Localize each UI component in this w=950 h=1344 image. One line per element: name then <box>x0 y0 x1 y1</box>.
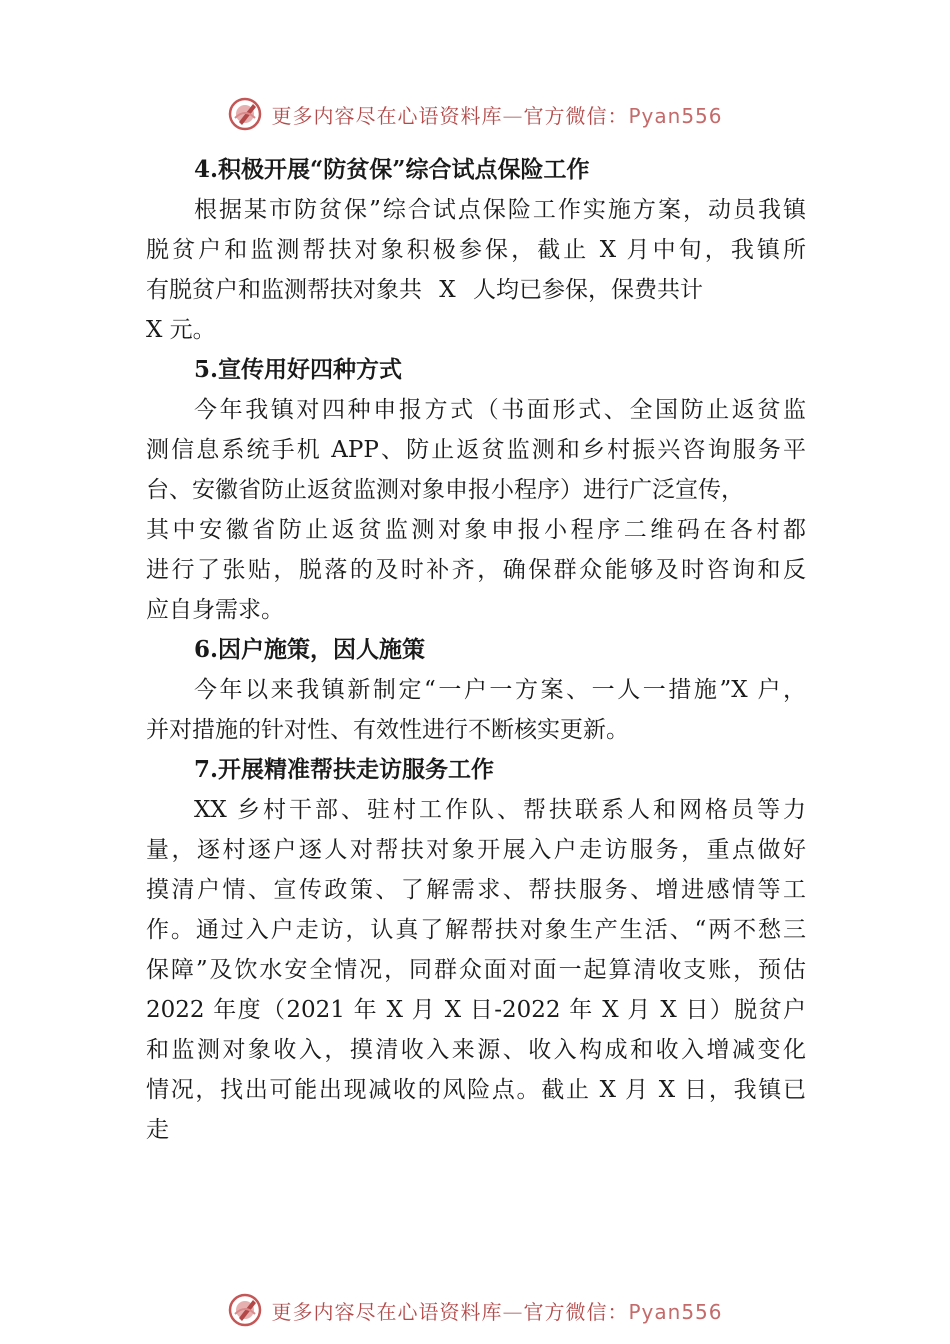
paragraph-line: 根据某市防贫保”综合试点保险工作实施方案，动员我镇 <box>194 197 806 223</box>
footer-watermark-text <box>271 1296 722 1325</box>
brand-logo-icon <box>227 96 263 132</box>
watermark-library-name: 更多内容尽在心语资料库 <box>271 1299 503 1324</box>
section-5 <box>146 350 806 630</box>
watermark-official-label: 官方微信： <box>523 103 629 128</box>
watermark-official-label: 官方微信： <box>523 1299 629 1324</box>
section-7 <box>146 750 806 1150</box>
paragraph-line: 今年以来我镇新制定“一户一方案、一人一措施”X 户， <box>194 677 806 703</box>
paragraph-line: 其中安徽省防止返贫监测对象申报小程序二维码在各村都 <box>146 517 806 543</box>
header-watermark-text <box>271 100 722 129</box>
watermark-wechat-id: Pyan556 <box>628 1299 723 1324</box>
paragraph-line: 测信息系统手机 APP、防止返贫监测和乡村振兴咨询服务平 <box>146 437 806 463</box>
paragraph-line: 并对措施的针对性、有效性进行不断核实更新。 <box>146 717 629 743</box>
paragraph-line: 台、安徽省防止返贫监测对象申报小程序）进行广泛宣传， <box>146 477 744 503</box>
paragraph-line: 摸清户情、宣传政策、了解需求、帮扶服务、增进感情等工 <box>146 877 806 903</box>
paragraph-line: 进行了张贴，脱落的及时补齐，确保群众能够及时咨询和反 <box>146 557 806 583</box>
section-heading: 6.因户施策，因人施策 <box>194 636 426 663</box>
watermark-separator: — <box>502 103 524 128</box>
paragraph-line: 脱贫户和监测帮扶对象积极参保，截止 X 月中旬，我镇所 <box>146 237 806 263</box>
paragraph-line: 有脱贫户和监测帮扶对象共 X 人均已参保，保费共计 <box>146 277 703 303</box>
brand-logo-icon <box>227 1292 263 1328</box>
paragraph-line: 作。通过入户走访，认真了解帮扶对象生产生活、“两不愁三 <box>146 917 806 943</box>
paragraph-line: 情况，找出可能出现减收的风险点。截止 X 月 X 日，我镇已 <box>146 1077 806 1103</box>
paragraph-line: 走 <box>146 1117 169 1143</box>
section-4 <box>146 150 806 350</box>
footer-watermark <box>0 1290 950 1330</box>
section-6 <box>146 630 806 750</box>
section-heading: 5.宣传用好四种方式 <box>194 356 403 383</box>
paragraph-line: XX 乡村干部、驻村工作队、帮扶联系人和网格员等力 <box>194 797 806 823</box>
header-watermark <box>0 94 950 134</box>
section-heading: 4.积极开展“防贫保”综合试点保险工作 <box>194 156 590 183</box>
paragraph-line: 应自身需求。 <box>146 597 284 623</box>
paragraph-line: 今年我镇对四种申报方式（书面形式、全国防止返贫监 <box>194 397 806 423</box>
section-heading: 7.开展精准帮扶走访服务工作 <box>194 756 495 783</box>
watermark-separator: — <box>502 1299 524 1324</box>
paragraph-line: 保障”及饮水安全情况，同群众面对面一起算清收支账，预估 <box>146 957 806 983</box>
paragraph-line: 2022 年度（2021 年 X 月 X 日-2022 年 X 月 X 日）脱贫户 <box>146 997 806 1023</box>
document-body <box>146 150 806 1150</box>
paragraph-line: 和监测对象收入，摸清收入来源、收入构成和收入增减变化 <box>146 1037 806 1063</box>
watermark-wechat-id: Pyan556 <box>628 103 723 128</box>
paragraph-line: X 元。 <box>146 317 216 343</box>
paragraph-line: 量，逐村逐户逐人对帮扶对象开展入户走访服务，重点做好 <box>146 837 806 863</box>
watermark-library-name: 更多内容尽在心语资料库 <box>271 103 503 128</box>
